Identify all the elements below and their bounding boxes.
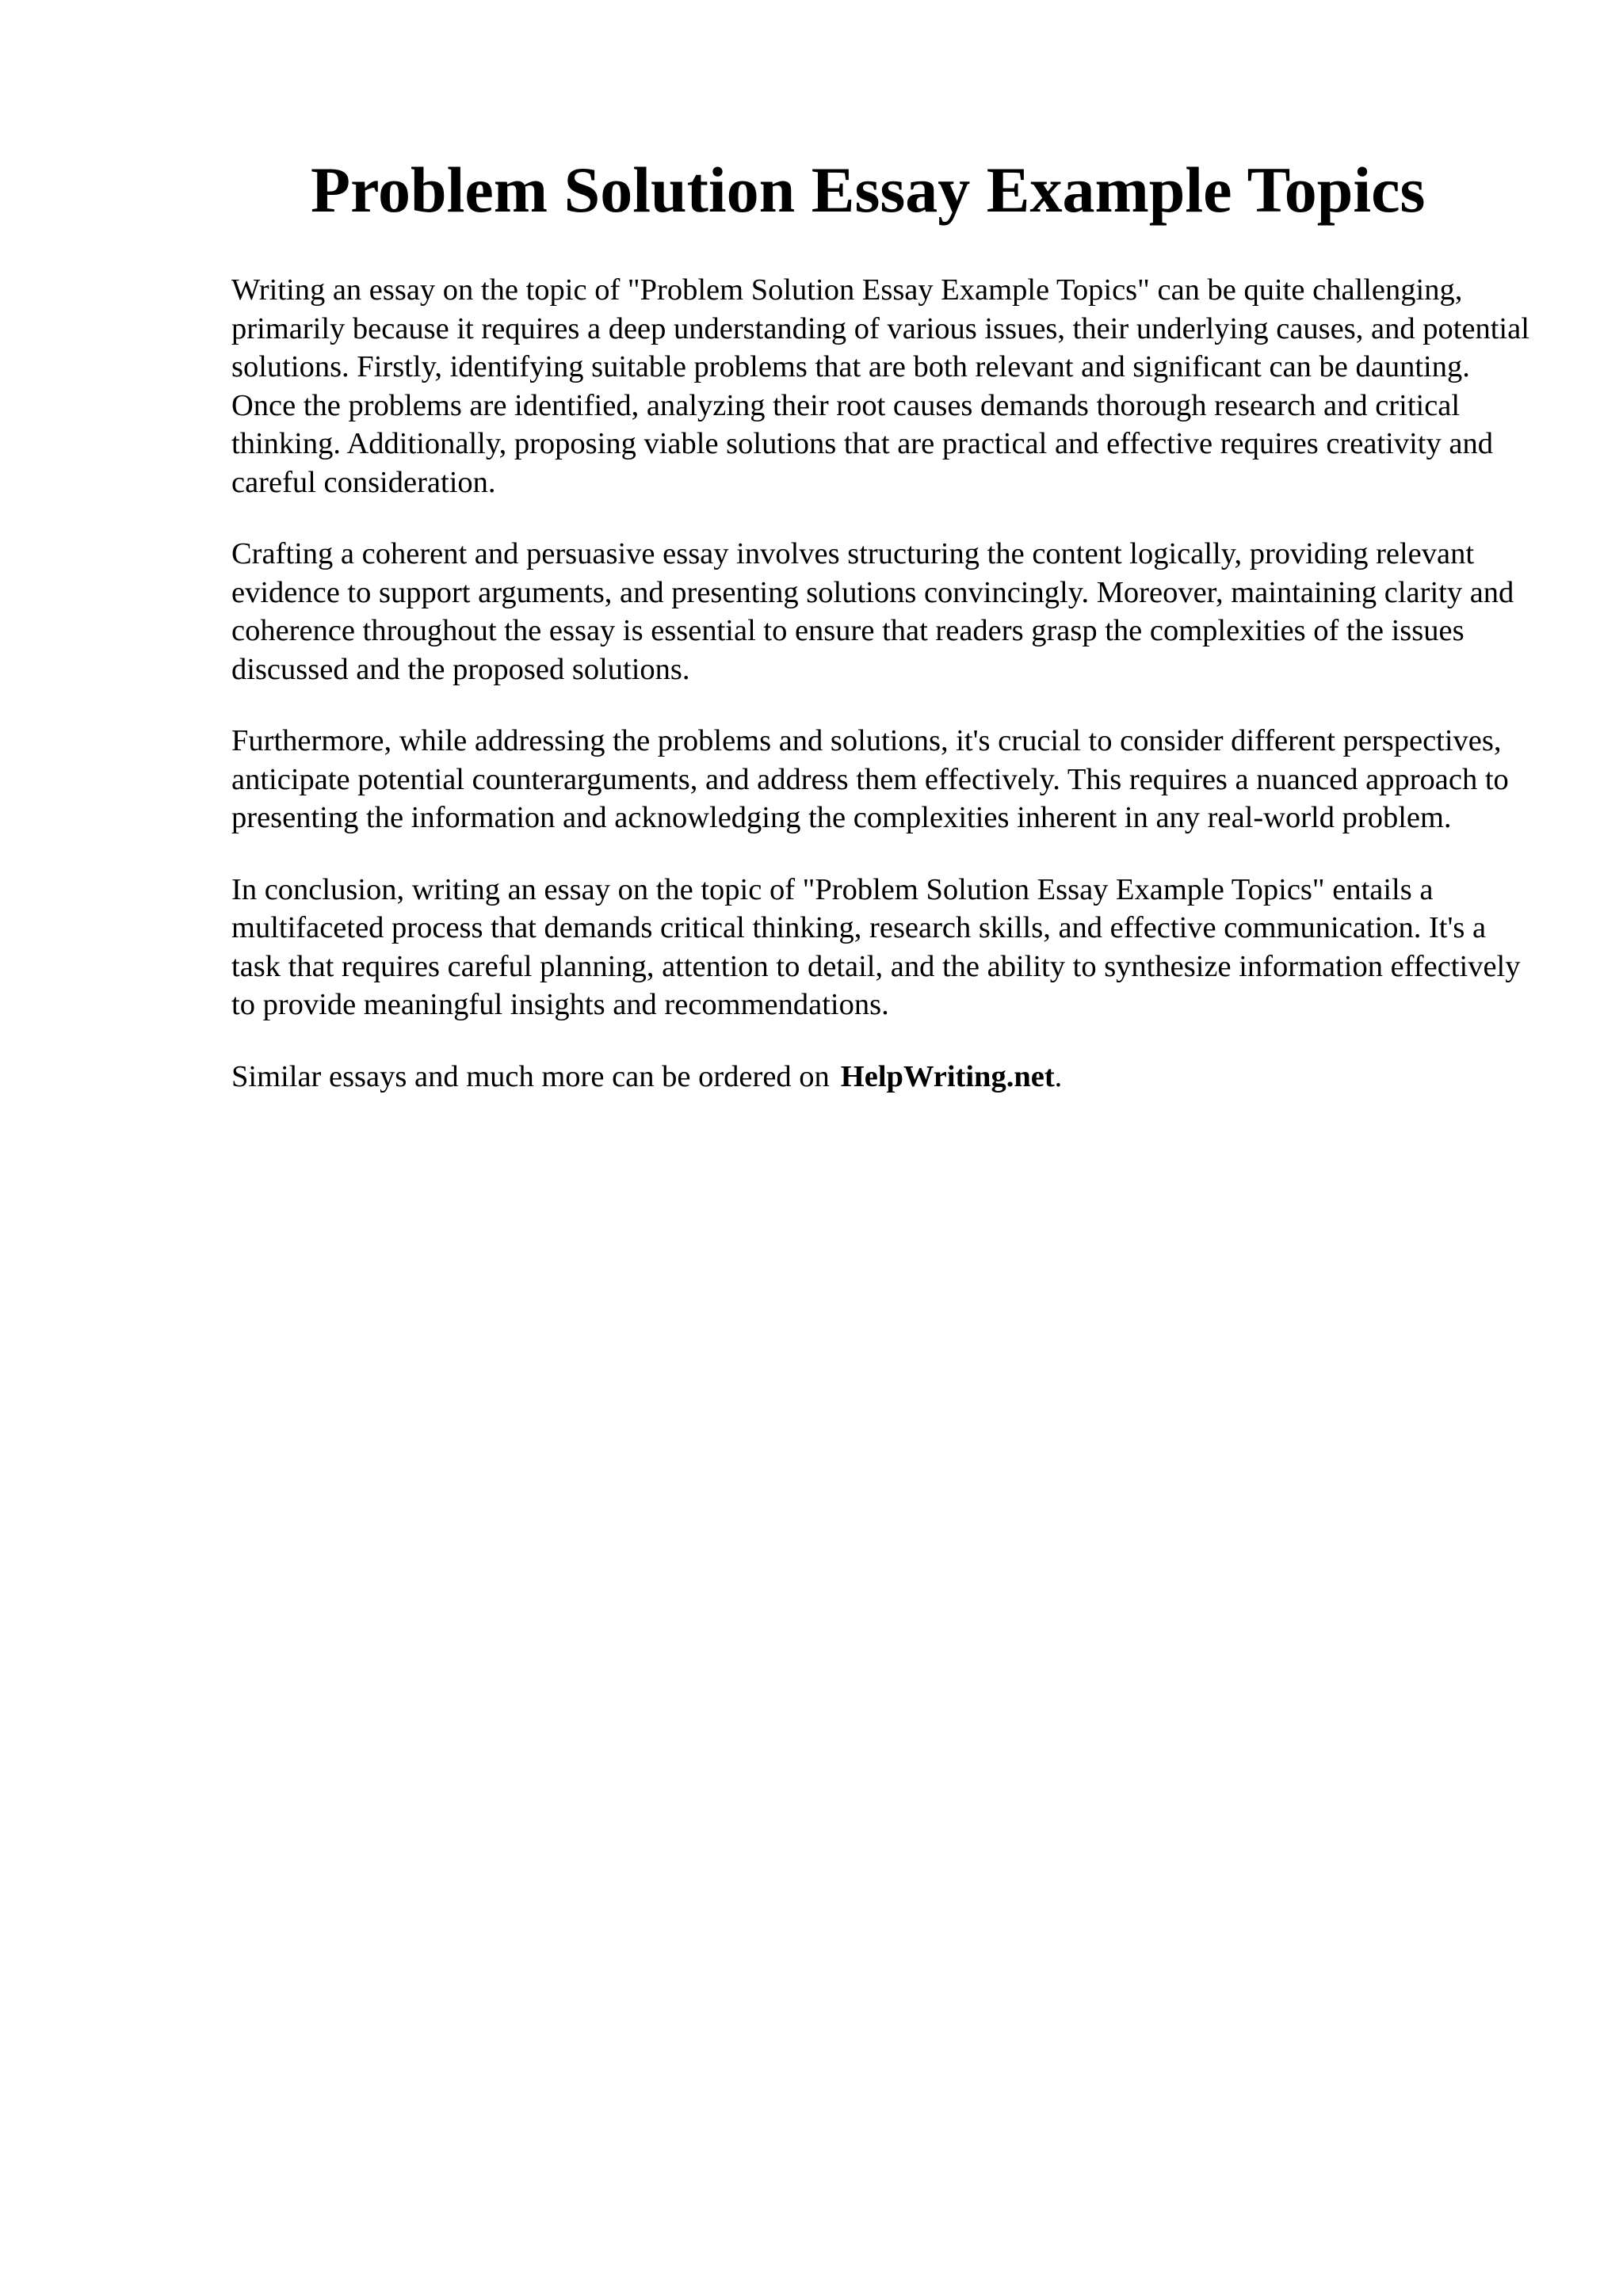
paragraph-1: Writing an essay on the topic of "Problem Solution Essay Example Topics" can be quite challenging, primarily because it requires a deep understanding of various issues, their underlying causes, and potential solutions. Firstly, identifying suitable problems that are both relevant and significant can be daunting. Once the problems are identified, analyzing their root causes demands thorough research and critical thinking. Additionally, proposing viable solutions that are practical and effective requires creativity and careful consideration.: [231, 273, 1529, 499]
paragraph-4: In conclusion, writing an essay on the topic of "Problem Solution Essay Example Topics" entails a multifaceted process that demands critical thinking, research skills, and effective communication. It's a task that requires careful planning, attention to detail, and the ability to synthesize information effectively to provide meaningful insights and recommendations.: [231, 872, 1521, 1021]
helpwriting-link[interactable]: HelpWriting.net: [840, 1059, 1055, 1093]
footer-line: [231, 1058, 1528, 1097]
paragraph-2: Crafting a coherent and persuasive essay involves structuring the content logically, providing relevant evidence to support arguments, and presenting solutions convincingly. Moreover, maintaining clarity and coherence throughout the essay is essential to ensure that readers grasp the complexities of the issues discussed and the proposed solutions.: [231, 537, 1514, 686]
footer-trailing: .: [1054, 1059, 1063, 1093]
page-title: Problem Solution Essay Example Topics: [311, 154, 1426, 226]
footer-text: Similar essays and much more can be ordered on: [231, 1059, 830, 1093]
paragraph-3: Furthermore, while addressing the problems and solutions, it's crucial to consider different perspectives, anticipate potential counterarguments, and address them effectively. This requires a nuanced approach to presenting the information and acknowledging the complexities inherent in any real-world problem.: [231, 724, 1509, 834]
